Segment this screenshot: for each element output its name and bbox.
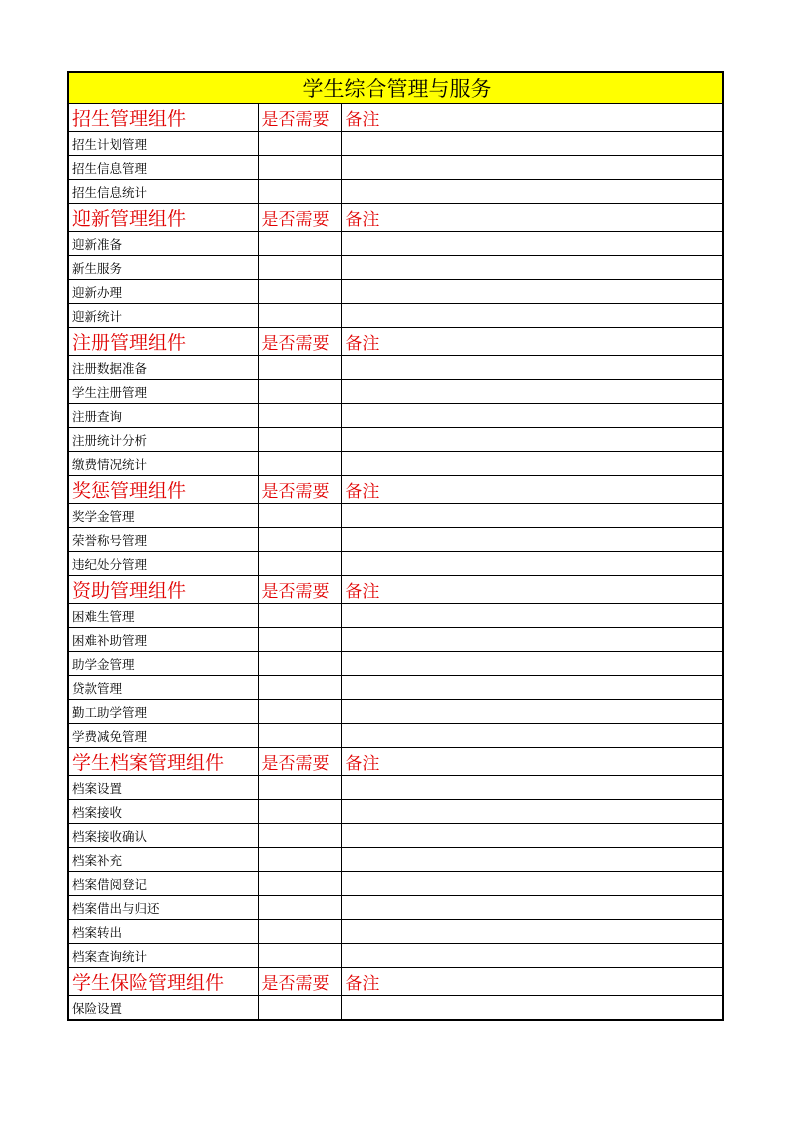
need-cell[interactable] — [258, 132, 342, 156]
need-column-header: 是否需要 — [258, 748, 342, 776]
table-row — [68, 776, 723, 800]
item-name-cell: 缴费情况统计 — [68, 452, 258, 476]
item-name-cell: 困难生管理 — [68, 604, 258, 628]
item-name-cell: 档案设置 — [68, 776, 258, 800]
item-name-cell: 档案接收确认 — [68, 824, 258, 848]
section-name: 资助管理组件 — [68, 576, 258, 604]
note-cell[interactable] — [342, 428, 723, 452]
section-header-row — [68, 576, 723, 604]
note-cell[interactable] — [342, 232, 723, 256]
section-name: 学生保险管理组件 — [68, 968, 258, 996]
need-cell[interactable] — [258, 404, 342, 428]
section-header-row — [68, 328, 723, 356]
item-name-cell: 奖学金管理 — [68, 504, 258, 528]
note-cell[interactable] — [342, 944, 723, 968]
need-cell[interactable] — [258, 920, 342, 944]
item-name-cell: 迎新准备 — [68, 232, 258, 256]
table-row — [68, 552, 723, 576]
need-cell[interactable] — [258, 800, 342, 824]
need-cell[interactable] — [258, 700, 342, 724]
note-cell[interactable] — [342, 180, 723, 204]
note-cell[interactable] — [342, 628, 723, 652]
need-cell[interactable] — [258, 280, 342, 304]
item-name-cell: 档案借阅登记 — [68, 872, 258, 896]
need-cell[interactable] — [258, 676, 342, 700]
item-name-cell: 荣誉称号管理 — [68, 528, 258, 552]
item-name-cell: 注册统计分析 — [68, 428, 258, 452]
item-name-cell: 贷款管理 — [68, 676, 258, 700]
note-cell[interactable] — [342, 528, 723, 552]
table-row — [68, 180, 723, 204]
need-cell[interactable] — [258, 428, 342, 452]
section-header-row — [68, 104, 723, 132]
note-cell[interactable] — [342, 256, 723, 280]
need-cell[interactable] — [258, 552, 342, 576]
note-column-header: 备注 — [342, 476, 723, 504]
note-cell[interactable] — [342, 356, 723, 380]
table-row — [68, 232, 723, 256]
note-column-header: 备注 — [342, 576, 723, 604]
item-name-cell: 档案查询统计 — [68, 944, 258, 968]
note-cell[interactable] — [342, 504, 723, 528]
table-row — [68, 652, 723, 676]
note-column-header: 备注 — [342, 104, 723, 132]
note-cell[interactable] — [342, 920, 723, 944]
table-row — [68, 896, 723, 920]
item-name-cell: 注册数据准备 — [68, 356, 258, 380]
table-row — [68, 676, 723, 700]
need-cell[interactable] — [258, 848, 342, 872]
need-cell[interactable] — [258, 824, 342, 848]
section-name: 迎新管理组件 — [68, 204, 258, 232]
item-name-cell: 招生信息统计 — [68, 180, 258, 204]
sheet-title: 学生综合管理与服务 — [68, 72, 723, 104]
requirements-table — [67, 71, 724, 1021]
item-name-cell: 困难补助管理 — [68, 628, 258, 652]
note-column-header: 备注 — [342, 328, 723, 356]
table-row — [68, 872, 723, 896]
note-cell[interactable] — [342, 552, 723, 576]
need-cell[interactable] — [258, 380, 342, 404]
table-row — [68, 504, 723, 528]
table-row — [68, 132, 723, 156]
need-column-header: 是否需要 — [258, 204, 342, 232]
item-name-cell: 新生服务 — [68, 256, 258, 280]
note-cell[interactable] — [342, 776, 723, 800]
need-cell[interactable] — [258, 304, 342, 328]
table-row — [68, 944, 723, 968]
note-cell[interactable] — [342, 996, 723, 1021]
table-row — [68, 256, 723, 280]
note-cell[interactable] — [342, 872, 723, 896]
section-header-row — [68, 748, 723, 776]
item-name-cell: 保险设置 — [68, 996, 258, 1021]
section-header-row — [68, 476, 723, 504]
section-header-row — [68, 204, 723, 232]
note-cell[interactable] — [342, 604, 723, 628]
note-cell[interactable] — [342, 380, 723, 404]
need-cell[interactable] — [258, 452, 342, 476]
need-cell[interactable] — [258, 724, 342, 748]
note-cell[interactable] — [342, 156, 723, 180]
title-row — [68, 72, 723, 104]
table-row — [68, 848, 723, 872]
note-cell[interactable] — [342, 824, 723, 848]
item-name-cell: 招生计划管理 — [68, 132, 258, 156]
need-column-header: 是否需要 — [258, 328, 342, 356]
section-name: 招生管理组件 — [68, 104, 258, 132]
note-column-header: 备注 — [342, 204, 723, 232]
need-cell[interactable] — [258, 256, 342, 280]
item-name-cell: 学费减免管理 — [68, 724, 258, 748]
table-row — [68, 356, 723, 380]
table-row — [68, 700, 723, 724]
table-row — [68, 280, 723, 304]
table-row — [68, 920, 723, 944]
item-name-cell: 档案借出与归还 — [68, 896, 258, 920]
item-name-cell: 档案转出 — [68, 920, 258, 944]
item-name-cell: 招生信息管理 — [68, 156, 258, 180]
item-name-cell: 迎新统计 — [68, 304, 258, 328]
need-column-header: 是否需要 — [258, 104, 342, 132]
need-cell[interactable] — [258, 180, 342, 204]
note-cell[interactable] — [342, 896, 723, 920]
section-name: 学生档案管理组件 — [68, 748, 258, 776]
table-row — [68, 628, 723, 652]
table-row — [68, 800, 723, 824]
need-cell[interactable] — [258, 604, 342, 628]
note-cell[interactable] — [342, 848, 723, 872]
item-name-cell: 违纪处分管理 — [68, 552, 258, 576]
need-cell[interactable] — [258, 996, 342, 1021]
need-cell[interactable] — [258, 528, 342, 552]
table-row — [68, 428, 723, 452]
table-row — [68, 380, 723, 404]
note-cell[interactable] — [342, 132, 723, 156]
note-cell[interactable] — [342, 724, 723, 748]
need-cell[interactable] — [258, 896, 342, 920]
note-column-header: 备注 — [342, 748, 723, 776]
need-cell[interactable] — [258, 628, 342, 652]
table-row — [68, 304, 723, 328]
table-row — [68, 156, 723, 180]
section-name: 奖惩管理组件 — [68, 476, 258, 504]
need-column-header: 是否需要 — [258, 476, 342, 504]
need-cell[interactable] — [258, 872, 342, 896]
table-row — [68, 996, 723, 1021]
table-row — [68, 824, 723, 848]
item-name-cell: 学生注册管理 — [68, 380, 258, 404]
table-row — [68, 724, 723, 748]
table-row — [68, 404, 723, 428]
note-cell[interactable] — [342, 700, 723, 724]
note-cell[interactable] — [342, 676, 723, 700]
item-name-cell: 档案接收 — [68, 800, 258, 824]
need-cell[interactable] — [258, 776, 342, 800]
note-cell[interactable] — [342, 304, 723, 328]
table-row — [68, 528, 723, 552]
item-name-cell: 档案补充 — [68, 848, 258, 872]
need-cell[interactable] — [258, 504, 342, 528]
table-row — [68, 604, 723, 628]
note-cell[interactable] — [342, 800, 723, 824]
section-name: 注册管理组件 — [68, 328, 258, 356]
item-name-cell: 迎新办理 — [68, 280, 258, 304]
need-cell[interactable] — [258, 652, 342, 676]
section-header-row — [68, 968, 723, 996]
note-cell[interactable] — [342, 652, 723, 676]
item-name-cell: 助学金管理 — [68, 652, 258, 676]
note-cell[interactable] — [342, 280, 723, 304]
need-column-header: 是否需要 — [258, 968, 342, 996]
need-cell[interactable] — [258, 232, 342, 256]
item-name-cell: 勤工助学管理 — [68, 700, 258, 724]
need-cell[interactable] — [258, 156, 342, 180]
note-cell[interactable] — [342, 452, 723, 476]
need-column-header: 是否需要 — [258, 576, 342, 604]
item-name-cell: 注册查询 — [68, 404, 258, 428]
need-cell[interactable] — [258, 356, 342, 380]
note-column-header: 备注 — [342, 968, 723, 996]
table-row — [68, 452, 723, 476]
note-cell[interactable] — [342, 404, 723, 428]
need-cell[interactable] — [258, 944, 342, 968]
